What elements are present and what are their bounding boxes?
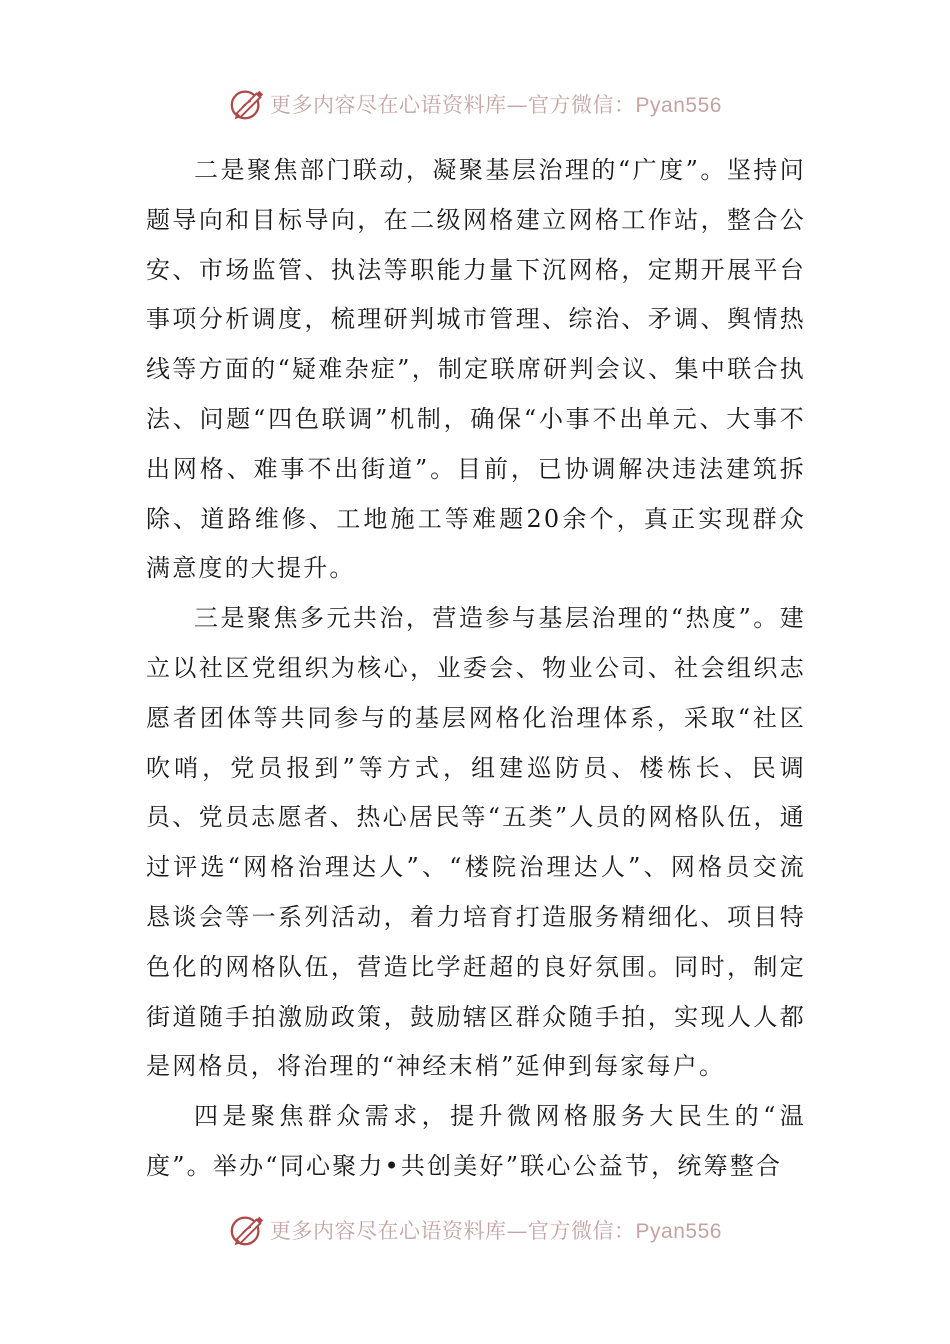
watermark-text: 更多内容尽在心语资料库—官方微信：Pyan556 bbox=[270, 93, 722, 117]
paragraph-3: 三是聚焦多元共治，营造参与基层治理的“热度”。建立以社区党组织为核心，业委会、物业公司、社会组织志愿者团体等共同参与的基层网格化治理体系，采取“社区吹哨，党员报到”等方式，组建巡防员、楼栋长、民调员、党员志愿者、热心居民等“五类”人员的网格队伍，通过评选“网格治理达人”、“楼院治理达人”、网格员交流恳谈会等一系列活动，着力培育打造服务精细化、项目特色化的网格队伍，营造比学赶超的良好氛围。同时，制定街道随手拍激励政策，鼓励辖区群众随手拍，实现人人都是网格员，将治理的“神经末梢”延伸到每家每户。 bbox=[146, 604, 806, 1081]
document-body bbox=[146, 146, 806, 1192]
watermark-text: 更多内容尽在心语资料库—官方微信：Pyan556 bbox=[270, 1219, 722, 1243]
paragraph-4: 四是聚焦群众需求，提升微网格服务大民生的“温度”。举办“同心聚力•共创美好”联心公益节，统筹整合 bbox=[146, 1102, 806, 1180]
header-watermark bbox=[0, 82, 950, 126]
paragraph-2: 二是聚焦部门联动，凝聚基层治理的“广度”。坚持问题导向和目标导向，在二级网格建立网格工作站，整合公安、市场监管、执法等职能力量下沉网格，定期开展平台事项分析调度，梳理研判城市管理、综治、矛调、舆情热线等方面的“疑难杂症”，制定联席研判会议、集中联合执法、问题“四色联调”机制，确保“小事不出单元、大事不出网格、难事不出街道”。目前，已协调解决违法建筑拆除、道路维修、工地施工等难题20余个，真正实现群众满意度的大提升。 bbox=[146, 156, 806, 583]
footer-watermark bbox=[0, 1208, 950, 1252]
pen-logo-icon bbox=[228, 85, 266, 123]
pen-logo-icon bbox=[228, 1211, 266, 1249]
